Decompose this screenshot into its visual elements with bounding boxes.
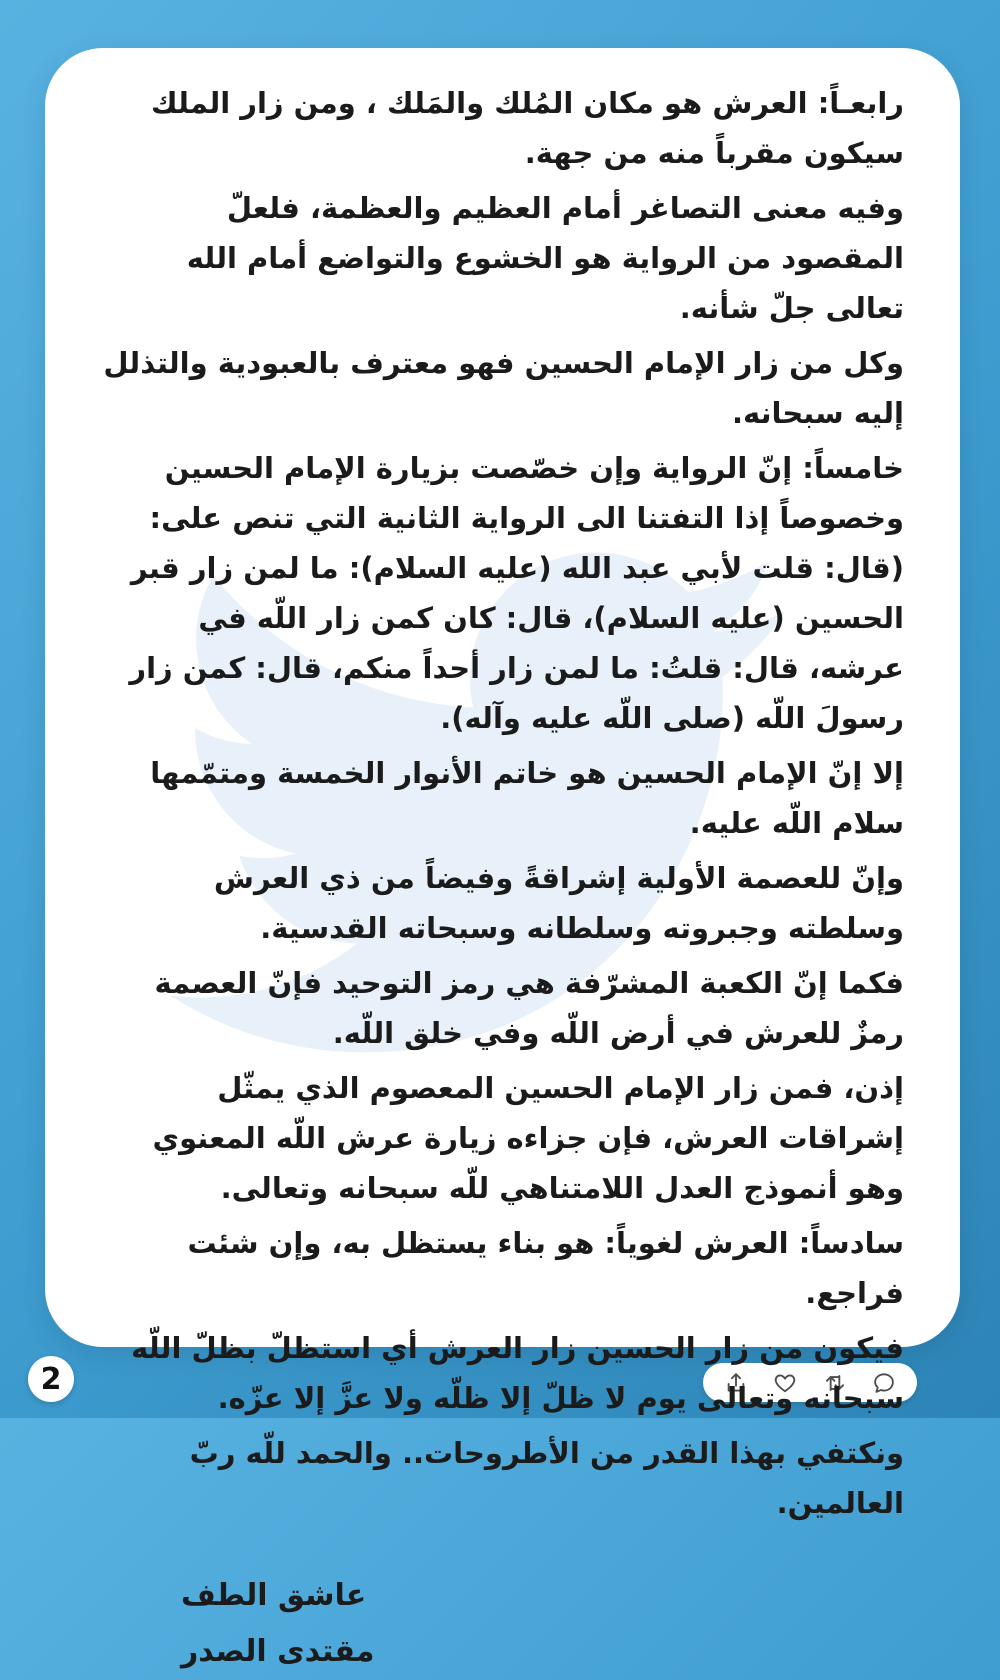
paragraph: وكل من زار الإمام الحسين فهو معترف بالعبودية والتذلل إليه سبحانه. xyxy=(103,346,904,430)
paragraph: خامساً: إنّ الرواية وإن خصّصت بزيارة الإمام الحسين وخصوصاً إذا التفتنا الى الرواية الثانية التي تنص على: (قال: قلت لأبي عبد الله (عليه السلام): ما لمن زار قبر الحسين (عليه السلام)، قال: كان كمن زار اللّه في عرشه، قال: قلتُ: ما لمن زار أحداً منكم، قال: كمن زار رسولَ اللّه (صلى اللّه عليه وآله). xyxy=(129,451,904,735)
signature-pen-name: عاشق الطف xyxy=(181,1578,367,1613)
paragraph: وفيه معنى التصاغر أمام العظيم والعظمة، فلعلّ المقصود من الرواية هو الخشوع والتواضع أمام الله تعالى جلّ شأنه. xyxy=(186,191,904,325)
signature-author-name: مقتدى الصدر xyxy=(181,1634,375,1669)
paragraph: فكما إنّ الكعبة المشرّفة هي رمز التوحيد فإنّ العصمة رمزٌ للعرش في أرض اللّه وفي خلق اللّه. xyxy=(154,966,904,1050)
content-card xyxy=(45,48,960,1669)
paragraph-list xyxy=(101,78,904,1528)
paragraph: رابعـاً: العرش هو مكان المُلك والمَلك ، ومن زار الملك سيكون مقرباً منه من جهة. xyxy=(151,86,904,170)
paragraph: إلا إنّ الإمام الحسين هو خاتم الأنوار الخمسة ومتمّمها سلام اللّه عليه. xyxy=(150,756,904,840)
page-number: 2 xyxy=(40,1361,62,1397)
paragraph: إذن، فمن زار الإمام الحسين المعصوم الذي يمثّل إشراقات العرش، فإن جزاءه زيارة عرش اللّه المعنوي وهو أنموذج العدل اللامتناهي للّه سبحانه وتعالى. xyxy=(152,1071,904,1205)
signature-block xyxy=(101,1568,904,1680)
paragraph: فيكون من زار الحسين زار العرش أي استظلّ بظلّ اللّه سبحانه وتعالى يوم لا ظلّ إلا ظلّه ولا عزَّ إلا عزّه. xyxy=(131,1331,904,1415)
paragraph: وإنّ للعصمة الأولية إشراقةً وفيضاً من ذي العرش وسلطته وجبروته وسلطانه وسبحاته القدسية. xyxy=(213,861,904,945)
paragraph: ونكتفي بهذا القدر من الأطروحات.. والحمد للّه ربّ العالمين. xyxy=(189,1436,904,1520)
paragraph: سادساً: العرش لغوياً: هو بناء يستظل به، وإن شئت فراجع. xyxy=(187,1226,904,1310)
article-body xyxy=(45,48,960,1680)
